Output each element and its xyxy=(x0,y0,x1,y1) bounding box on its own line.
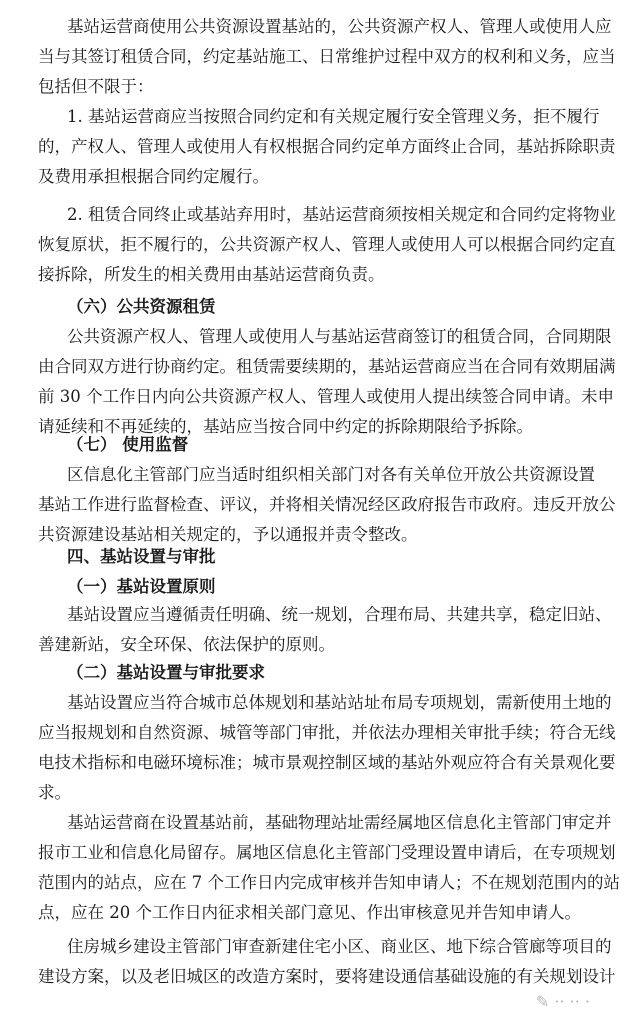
paragraph-line: 的，产权人、管理人或使用人有权根据合同约定单方面终止合同，基站拆除职责 xyxy=(38,137,616,156)
paragraph-line: 基站设置应当符合城市总体规划和基站站址布局专项规划，需新使用土地的 xyxy=(67,693,612,712)
paragraph-line: 包括但不限于： xyxy=(38,77,154,96)
paragraph-line: 求。 xyxy=(38,783,71,802)
paragraph-line: 住房城乡建设主管部门审查新建住宅小区、商业区、地下综合管廊等项目的 xyxy=(67,937,612,956)
section-heading: （七） 使用监督 xyxy=(67,435,189,454)
paragraph-line: 范围内的站点，应在 7 个工作日内完成审核并告知申请人；不在规划范围内的站 xyxy=(38,873,620,892)
paragraph-line: 2. 租赁合同终止或基站弃用时，基站运营商须按相关规定和合同约定将物业 xyxy=(67,205,616,224)
paragraph-line: 恢复原状，拒不履行的，公共资源产权人、管理人或使用人可以根据合同约定直 xyxy=(38,235,616,254)
paragraph-line: 基站运营商使用公共资源设置基站的，公共资源产权人、管理人或使用人应 xyxy=(67,17,612,36)
section-heading: （六）公共资源租赁 xyxy=(67,297,216,316)
paragraph-line: 建设方案，以及老旧城区的改造方案时，要将建设通信基础设施的有关规划设计 xyxy=(38,967,616,986)
paragraph-line: 当与其签订租赁合同，约定基站施工、日常维护过程中双方的权利和义务，应当 xyxy=(38,47,616,66)
paragraph-line: 及费用承担根据合同约定履行。 xyxy=(38,167,269,186)
paragraph-line: 请延续和不再延续的，基站应当按合同中约定的拆除期限给予拆除。 xyxy=(38,417,533,436)
paragraph-line: 共资源建设基站相关规定的，予以通报并责令整改。 xyxy=(38,525,418,544)
section-heading: （一）基站设置原则 xyxy=(67,577,216,596)
paragraph-line: 基站工作进行监督检查、评议，并将相关情况经区政府报告市政府。违反开放公 xyxy=(38,495,616,514)
paragraph-line: 1. 基站运营商应当按照合同约定和有关规定履行安全管理义务，拒不履行 xyxy=(67,107,600,126)
paragraph-line: 应当报规划和自然资源、城管等部门审批，并依法办理相关审批手续；符合无线 xyxy=(38,723,616,742)
paragraph-line: 报市工业和信息化局留存。属地区信息化主管部门受理设置申请后，在专项规划 xyxy=(38,843,616,862)
paragraph-line: 由合同双方进行协商约定。租赁需要续期的，基站运营商应当在合同有效期届满 xyxy=(38,357,616,376)
section-heading: 四、基站设置与审批 xyxy=(67,547,216,566)
paragraph-line: 公共资源产权人、管理人或使用人与基站运营商签订的租赁合同，合同期限 xyxy=(67,327,612,346)
paragraph-line: 区信息化主管部门应当适时组织相关部门对各有关单位开放公共资源设置 xyxy=(67,465,595,484)
section-heading: （二）基站设置与审批要求 xyxy=(67,663,265,682)
paragraph-line: 基站运营商在设置基站前，基础物理站址需经属地区信息化主管部门审定并 xyxy=(67,813,612,832)
paragraph-line: 前 30 个工作日内向公共资源产权人、管理人或使用人提出续签合同申请。未申 xyxy=(38,387,614,406)
paragraph-line: 基站设置应当遵循责任明确、统一规划，合理布局、共建共享，稳定旧站、 xyxy=(67,605,612,624)
watermark: ✎ ·· ·· · xyxy=(535,992,590,1011)
paragraph-line: 善建新站，安全环保、依法保护的原则。 xyxy=(38,635,335,654)
paragraph-line: 接拆除，所发生的相关费用由基站运营商负责。 xyxy=(38,265,385,284)
paragraph-line: 点，应在 20 个工作日内征求相关部门意见、作出审核意见并告知申请人。 xyxy=(38,903,581,922)
paragraph-line: 电技术指标和电磁环境标准；城市景观控制区域的基站外观应符合有关景观化要 xyxy=(38,753,616,772)
